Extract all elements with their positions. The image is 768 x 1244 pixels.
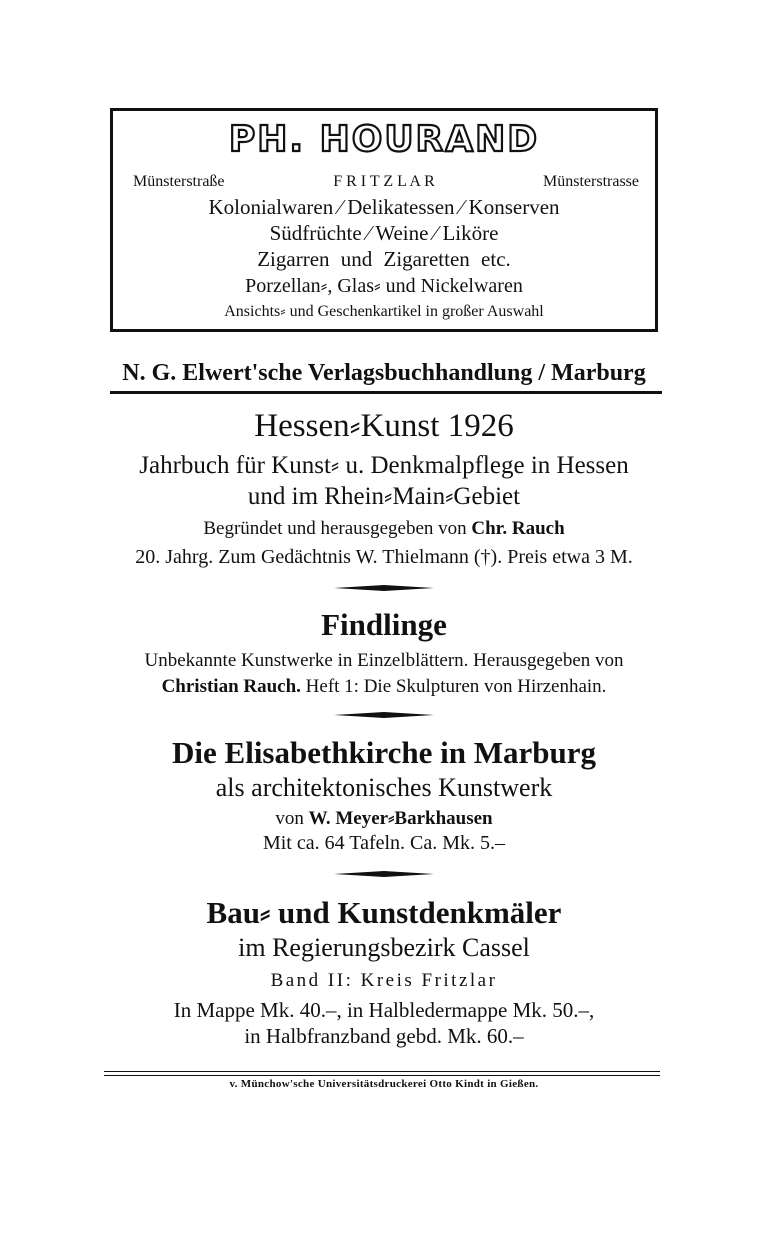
street-right: Münsterstrasse (543, 173, 639, 190)
book-3-author-line (0, 808, 768, 830)
town: F R I T Z L A R (333, 173, 435, 190)
goods-line-1: Kolonialwaren ⁄ Delikatessen ⁄ Konserven (208, 195, 560, 219)
goods-line-5: Ansichts⸗ und Geschenkartikel in großer Auswahl (224, 303, 544, 320)
book-1-subtitle-1: Jahrbuch für Kunst⸗ u. Denkmalpflege in Hessen (139, 452, 629, 479)
book-1-editor-name: Chr. Rauch (471, 518, 565, 539)
publisher-rule (110, 391, 662, 394)
book-4-volume: Band II: Kreis Fritzlar (270, 970, 498, 991)
footer-rule-2 (104, 1075, 660, 1076)
goods-line-2: Südfrüchte ⁄ Weine ⁄ Liköre (269, 221, 499, 245)
book-1-title: Hessen⸗Kunst 1926 (254, 408, 514, 444)
printer-imprint: v. Münchow'sche Universitätsdruckerei Otto Kindt in Gießen. (229, 1078, 539, 1090)
divider-ornament-1 (334, 584, 434, 592)
company-name: PH. HOURAND (228, 119, 540, 160)
publisher-heading: N. G. Elwert'sche Verlagsbuchhandlung / Marburg (122, 360, 646, 386)
book-3-subtitle: als architektonisches Kunstwerk (215, 773, 553, 802)
advertisement-box (110, 108, 658, 332)
footer-rule-1 (104, 1071, 660, 1072)
book-1-subtitle-2: und im Rhein⸗Main⸗Gebiet (247, 483, 521, 510)
book-1-details: 20. Jahrg. Zum Gedächtnis W. Thielmann (†). Preis etwa 3 M. (135, 546, 633, 568)
book-4-subtitle: im Regierungsbezirk Cassel (238, 933, 530, 962)
divider-ornament-2 (334, 711, 434, 719)
book-2-editor-name: Christian Rauch. (161, 676, 301, 697)
book-2-issue: Heft 1: Die Skulpturen von Hirzenhain. (300, 676, 607, 697)
goods-line-4: Porzellan⸗, Glas⸗ und Nickelwaren (245, 275, 523, 297)
book-4-price-1: In Mappe Mk. 40.–, in Halbledermappe Mk. 50.–, (173, 998, 595, 1022)
street-left: Münsterstraße (133, 173, 225, 190)
book-2-line-2 (0, 676, 768, 698)
book-4-price-2: in Halbfranzband gebd. Mk. 60.– (244, 1024, 524, 1048)
divider-ornament-3 (334, 870, 434, 878)
book-3-price: Mit ca. 64 Tafeln. Ca. Mk. 5.– (262, 832, 506, 854)
goods-line-3: Zigarren und Zigaretten etc. (257, 247, 511, 271)
book-3-title: Die Elisabethkirche in Marburg (172, 735, 596, 770)
book-1-editor-prefix: Begründet und herausgegeben von (203, 518, 472, 539)
book-2-line-1: Unbekannte Kunstwerke in Einzelblättern. Herausgegeben von (144, 650, 624, 671)
book-2-title: Findlinge (321, 607, 447, 642)
book-1-editor-line (0, 518, 768, 540)
book-3-author-name: W. Meyer⸗Barkhausen (308, 808, 493, 829)
book-3-author-prefix: von (275, 808, 309, 829)
book-4-title: Bau⸗ und Kunstdenkmäler (206, 895, 562, 930)
